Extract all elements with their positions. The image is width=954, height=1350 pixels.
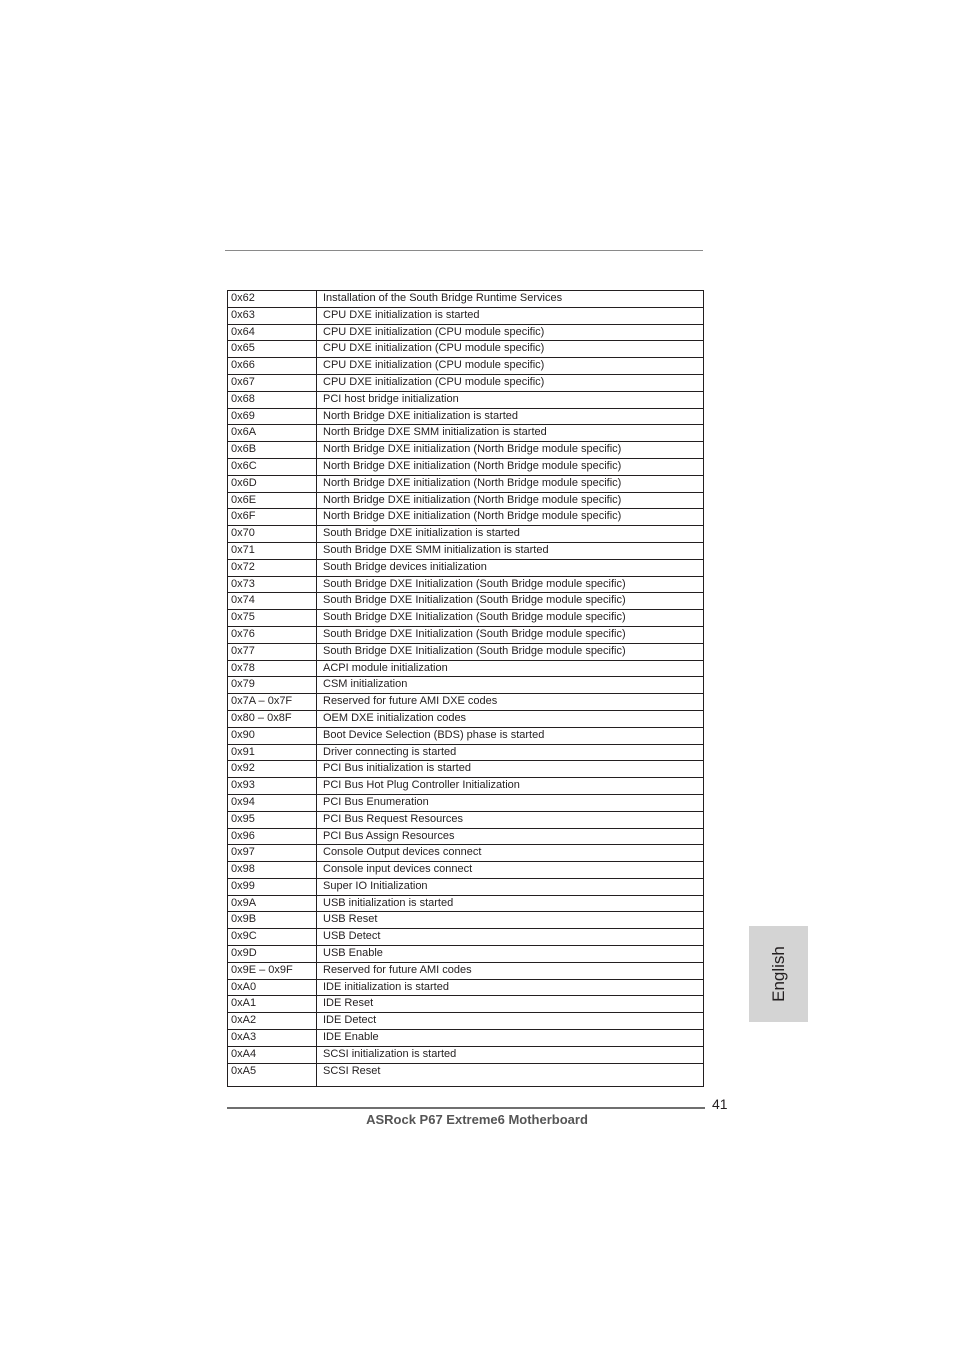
post-code-cell: 0x65 xyxy=(228,341,317,358)
table-row xyxy=(228,307,704,324)
post-code-cell: 0x90 xyxy=(228,727,317,744)
description-cell: North Bridge DXE initialization is started xyxy=(317,408,704,425)
description-cell: North Bridge DXE initialization (North Bridge module specific) xyxy=(317,442,704,459)
post-code-cell: 0xA3 xyxy=(228,1030,317,1047)
table-row xyxy=(228,1046,704,1063)
table-row xyxy=(228,895,704,912)
post-code-cell: 0x68 xyxy=(228,391,317,408)
description-cell: USB Reset xyxy=(317,912,704,929)
table-row xyxy=(228,610,704,627)
table-row xyxy=(228,845,704,862)
description-cell: South Bridge DXE Initialization (South Bridge module specific) xyxy=(317,626,704,643)
description-cell: North Bridge DXE initialization (North Bridge module specific) xyxy=(317,509,704,526)
description-cell: PCI host bridge initialization xyxy=(317,391,704,408)
description-cell: Console Output devices connect xyxy=(317,845,704,862)
table-row xyxy=(228,862,704,879)
post-code-table xyxy=(227,290,704,1087)
description-cell: ACPI module initialization xyxy=(317,660,704,677)
description-cell: USB Enable xyxy=(317,946,704,963)
post-code-cell: 0x93 xyxy=(228,778,317,795)
description-cell: IDE initialization is started xyxy=(317,979,704,996)
table-row xyxy=(228,811,704,828)
post-code-cell: 0x75 xyxy=(228,610,317,627)
description-cell: North Bridge DXE initialization (North Bridge module specific) xyxy=(317,492,704,509)
description-cell: Console input devices connect xyxy=(317,862,704,879)
description-cell: South Bridge DXE SMM initialization is started xyxy=(317,542,704,559)
post-code-cell: 0x6E xyxy=(228,492,317,509)
post-code-cell: 0x69 xyxy=(228,408,317,425)
language-tab-label: English xyxy=(768,946,788,1002)
description-cell: OEM DXE initialization codes xyxy=(317,710,704,727)
table-row xyxy=(228,509,704,526)
table-row xyxy=(228,1030,704,1047)
table-row xyxy=(228,794,704,811)
table-row xyxy=(228,643,704,660)
post-code-cell: 0x66 xyxy=(228,358,317,375)
description-cell: USB initialization is started xyxy=(317,895,704,912)
description-cell: CPU DXE initialization (CPU module specific) xyxy=(317,341,704,358)
table-row xyxy=(228,996,704,1013)
description-cell: PCI Bus initialization is started xyxy=(317,761,704,778)
table-row xyxy=(228,946,704,963)
table-row xyxy=(228,593,704,610)
table-row xyxy=(228,744,704,761)
table-row xyxy=(228,912,704,929)
post-code-table-body xyxy=(228,291,704,1087)
post-code-cell: 0x62 xyxy=(228,291,317,308)
description-cell: Reserved for future AMI codes xyxy=(317,962,704,979)
post-code-cell: 0xA5 xyxy=(228,1063,317,1086)
table-row xyxy=(228,358,704,375)
description-cell: PCI Bus Assign Resources xyxy=(317,828,704,845)
table-row xyxy=(228,1013,704,1030)
description-cell: South Bridge DXE initialization is started xyxy=(317,526,704,543)
post-code-cell: 0x9C xyxy=(228,929,317,946)
description-cell: Reserved for future AMI DXE codes xyxy=(317,694,704,711)
table-row xyxy=(228,492,704,509)
table-row xyxy=(228,458,704,475)
description-cell: Super IO Initialization xyxy=(317,878,704,895)
post-code-cell: 0x9A xyxy=(228,895,317,912)
post-code-cell: 0x7A – 0x7F xyxy=(228,694,317,711)
table-row xyxy=(228,677,704,694)
post-code-cell: 0x6C xyxy=(228,458,317,475)
table-row xyxy=(228,374,704,391)
description-cell: CPU DXE initialization is started xyxy=(317,307,704,324)
post-code-cell: 0x71 xyxy=(228,542,317,559)
top-divider xyxy=(225,250,703,251)
description-cell: IDE Reset xyxy=(317,996,704,1013)
table-row xyxy=(228,442,704,459)
description-cell: SCSI initialization is started xyxy=(317,1046,704,1063)
table-row xyxy=(228,828,704,845)
description-cell: CPU DXE initialization (CPU module specific) xyxy=(317,324,704,341)
table-row xyxy=(228,660,704,677)
table-row xyxy=(228,1063,704,1086)
post-code-cell: 0x72 xyxy=(228,559,317,576)
page-number: 41 xyxy=(712,1096,728,1112)
table-row xyxy=(228,778,704,795)
post-code-cell: 0x70 xyxy=(228,526,317,543)
post-code-cell: 0x91 xyxy=(228,744,317,761)
description-cell: IDE Detect xyxy=(317,1013,704,1030)
post-code-cell: 0x6F xyxy=(228,509,317,526)
post-code-cell: 0x97 xyxy=(228,845,317,862)
description-cell: North Bridge DXE initialization (North Bridge module specific) xyxy=(317,458,704,475)
table-row xyxy=(228,391,704,408)
post-code-cell: 0x77 xyxy=(228,643,317,660)
post-code-cell: 0x78 xyxy=(228,660,317,677)
description-cell: South Bridge DXE Initialization (South Bridge module specific) xyxy=(317,610,704,627)
description-cell: North Bridge DXE initialization (North Bridge module specific) xyxy=(317,475,704,492)
table-row xyxy=(228,526,704,543)
post-code-cell: 0x9D xyxy=(228,946,317,963)
table-row xyxy=(228,727,704,744)
post-code-cell: 0x6A xyxy=(228,425,317,442)
description-cell: South Bridge DXE Initialization (South Bridge module specific) xyxy=(317,593,704,610)
post-code-cell: 0x79 xyxy=(228,677,317,694)
post-code-cell: 0x95 xyxy=(228,811,317,828)
table-row xyxy=(228,710,704,727)
table-row xyxy=(228,979,704,996)
post-code-cell: 0x9B xyxy=(228,912,317,929)
description-cell: Boot Device Selection (BDS) phase is started xyxy=(317,727,704,744)
post-code-cell: 0x6D xyxy=(228,475,317,492)
post-code-cell: 0x76 xyxy=(228,626,317,643)
post-code-cell: 0x64 xyxy=(228,324,317,341)
post-code-cell: 0x96 xyxy=(228,828,317,845)
description-cell: PCI Bus Hot Plug Controller Initialization xyxy=(317,778,704,795)
description-cell: PCI Bus Enumeration xyxy=(317,794,704,811)
footer-title: ASRock P67 Extreme6 Motherboard xyxy=(366,1112,588,1127)
post-code-cell: 0x63 xyxy=(228,307,317,324)
table-row xyxy=(228,626,704,643)
post-code-cell: 0x80 – 0x8F xyxy=(228,710,317,727)
description-cell: SCSI Reset xyxy=(317,1063,704,1086)
post-code-cell: 0x9E – 0x9F xyxy=(228,962,317,979)
table-row xyxy=(228,341,704,358)
post-code-cell: 0xA2 xyxy=(228,1013,317,1030)
post-code-cell: 0x92 xyxy=(228,761,317,778)
description-cell: CPU DXE initialization (CPU module specific) xyxy=(317,358,704,375)
post-code-cell: 0x6B xyxy=(228,442,317,459)
table-row xyxy=(228,559,704,576)
table-row xyxy=(228,929,704,946)
table-row xyxy=(228,291,704,308)
description-cell: PCI Bus Request Resources xyxy=(317,811,704,828)
description-cell: Driver connecting is started xyxy=(317,744,704,761)
table-row xyxy=(228,425,704,442)
bottom-divider xyxy=(227,1107,705,1109)
table-row xyxy=(228,324,704,341)
post-code-cell: 0x94 xyxy=(228,794,317,811)
description-cell: South Bridge DXE Initialization (South Bridge module specific) xyxy=(317,643,704,660)
post-code-cell: 0xA4 xyxy=(228,1046,317,1063)
post-code-cell: 0x67 xyxy=(228,374,317,391)
description-cell: CPU DXE initialization (CPU module specific) xyxy=(317,374,704,391)
description-cell: South Bridge DXE Initialization (South Bridge module specific) xyxy=(317,576,704,593)
description-cell: Installation of the South Bridge Runtime Services xyxy=(317,291,704,308)
table-row xyxy=(228,576,704,593)
description-cell: USB Detect xyxy=(317,929,704,946)
table-row xyxy=(228,542,704,559)
description-cell: North Bridge DXE SMM initialization is started xyxy=(317,425,704,442)
table-row xyxy=(228,475,704,492)
description-cell: CSM initialization xyxy=(317,677,704,694)
post-code-cell: 0x98 xyxy=(228,862,317,879)
post-code-cell: 0x74 xyxy=(228,593,317,610)
post-code-cell: 0x99 xyxy=(228,878,317,895)
table-row xyxy=(228,408,704,425)
language-tab xyxy=(749,926,808,1022)
post-code-cell: 0xA0 xyxy=(228,979,317,996)
description-cell: IDE Enable xyxy=(317,1030,704,1047)
table-row xyxy=(228,694,704,711)
post-code-cell: 0xA1 xyxy=(228,996,317,1013)
description-cell: South Bridge devices initialization xyxy=(317,559,704,576)
table-row xyxy=(228,962,704,979)
table-row xyxy=(228,878,704,895)
table-row xyxy=(228,761,704,778)
post-code-cell: 0x73 xyxy=(228,576,317,593)
